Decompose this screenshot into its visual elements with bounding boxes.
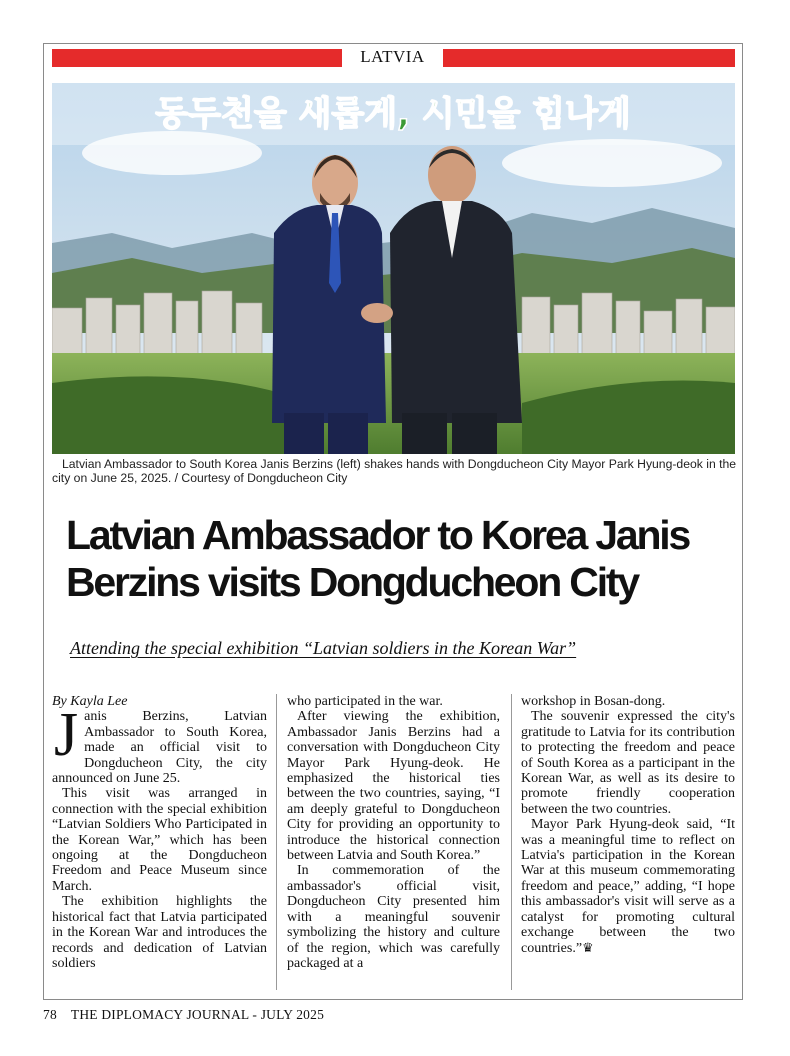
article-column-1 — [52, 694, 267, 971]
drop-cap: J — [54, 701, 79, 770]
article-subhead: Attending the special exhibition “Latvian soldiers in the Korean War” — [70, 638, 577, 658]
column-rule — [276, 694, 277, 990]
article-column-2 — [287, 694, 500, 971]
end-mark-icon: ♛ — [582, 940, 594, 956]
column-rule — [511, 694, 512, 990]
page-footer — [43, 1007, 338, 1023]
article-headline: Latvian Ambassador to Korea Janis Berzins visits Dongducheon City — [66, 512, 690, 605]
article-paragraph: The souvenir expressed the city's gratitude to Latvia for its contribution to protecting the freedom and peace of South Korea as a participant in the Korean War, as well as its desire to promote friendly cooperation between the two countries. — [521, 709, 735, 817]
banner-text: 동두천을 새롭게, 시민을 힘나게 — [155, 94, 631, 134]
article-paragraph: workshop in Bosan-dong. — [521, 694, 666, 709]
publication-name: THE DIPLOMACY JOURNAL - JULY 2025 — [70, 1007, 325, 1022]
section-label: LATVIA — [360, 47, 425, 66]
article-paragraph: After viewing the exhibition, Ambassador Janis Berzins had a conversation with Dongducheon City Mayor Park Hyung-deok. He emphasized the historical ties between the two countries, saying, “I am deeply grateful to Dongducheon City for providing an opportunity to introduce the historical connection between Latvia and South Korea.” — [287, 709, 500, 864]
article-photo — [52, 83, 735, 454]
article-column-3 — [521, 694, 735, 956]
page-number: 78 — [43, 1007, 57, 1022]
paragraph-text: Mayor Park Hyung-deok said, “It was a meaningful time to reflect on Latvia's participation in the Korean War at this museum commemorating freedom and peace,” adding, “I hope this ambassador's visit will serve as a catalyst for promoting cultural exchange between the two countries.” — [521, 817, 735, 956]
article-paragraph: who participated in the war. — [287, 694, 443, 709]
photo-caption: Latvian Ambassador to South Korea Janis Berzins (left) shakes hands with Dongducheon City Mayor Park Hyung-deok in the city on June 25, 2025. / Courtesy of Dongducheon City — [52, 457, 737, 485]
section-bar-right — [443, 49, 735, 67]
paragraph-text: anis Berzins, Latvian Ambassador to South Korea, made an official visit to Dongducheon City, the city announced on June 25. — [52, 709, 267, 787]
byline: By Kayla Lee — [52, 694, 128, 709]
article-paragraph — [521, 817, 735, 956]
article-paragraph: The exhibition highlights the historical fact that Latvia participated in the Korean War and introduces the records and dedication of Latvian soldiers — [52, 894, 267, 971]
article-paragraph: In commemoration of the ambassador's official visit, Dongducheon City presented him with a meaningful souvenir symbolizing the history and culture of the region, which was carefully packaged at a — [287, 863, 500, 971]
article-paragraph: This visit was arranged in connection with the special exhibition “Latvian Soldiers Who Participated in the Korean War,” which has been ongoing at the Dongducheon Freedom and Peace Museum since March. — [52, 786, 267, 894]
section-bar-left — [52, 49, 342, 67]
